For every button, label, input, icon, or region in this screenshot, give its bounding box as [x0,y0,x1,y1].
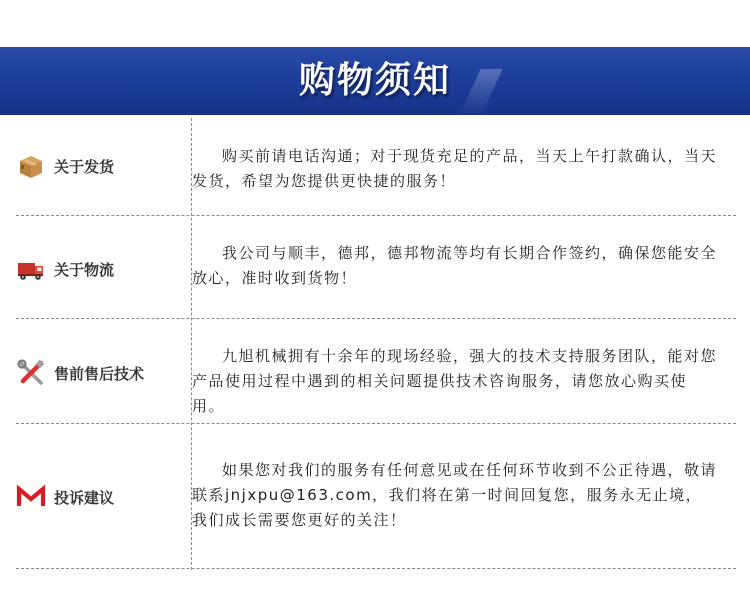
section-text-feedback: 如果您对我们的服务有任何意见或在任何环节收到不公正待遇，敬请联系jnjxpu@163.com，我们将在第一时间回复您，服务永无止境，我们成长需要您更好的关注！ [192,461,718,529]
truck-icon [16,254,46,284]
row-divider [16,568,736,569]
row-divider [16,215,736,216]
section-text-support: 九旭机械拥有十余年的现场经验，强大的技术支持服务团队，能对您产品使用过程中遇到的相关问题提供技术咨询服务，请您放心购买使用。 [192,347,718,415]
section-label-text: 投诉建议 [54,488,115,507]
section-label-text: 关于发货 [54,157,115,176]
section-label-logistics [0,253,175,285]
header-banner [0,47,750,115]
mail-icon [16,482,46,512]
tools-icon [16,358,46,388]
section-text-logistics: 我公司与顺丰，德邦，德邦物流等均有长期合作签约，确保您能安全放心，准时收到货物！ [192,244,718,287]
section-label-feedback [0,481,175,513]
box-icon [16,151,46,181]
row-divider [16,423,736,424]
section-text-shipping: 购买前请电话沟通；对于现货充足的产品，当天上午打款确认，当天发货，希望为您提供更快捷的服务！ [192,147,718,190]
row-divider [16,318,736,319]
page-title: 购物须知 [298,60,451,101]
section-label-text: 关于物流 [54,260,115,279]
section-label-text: 售前售后技术 [54,364,145,383]
section-label-shipping [0,150,175,182]
section-label-support [0,357,175,389]
